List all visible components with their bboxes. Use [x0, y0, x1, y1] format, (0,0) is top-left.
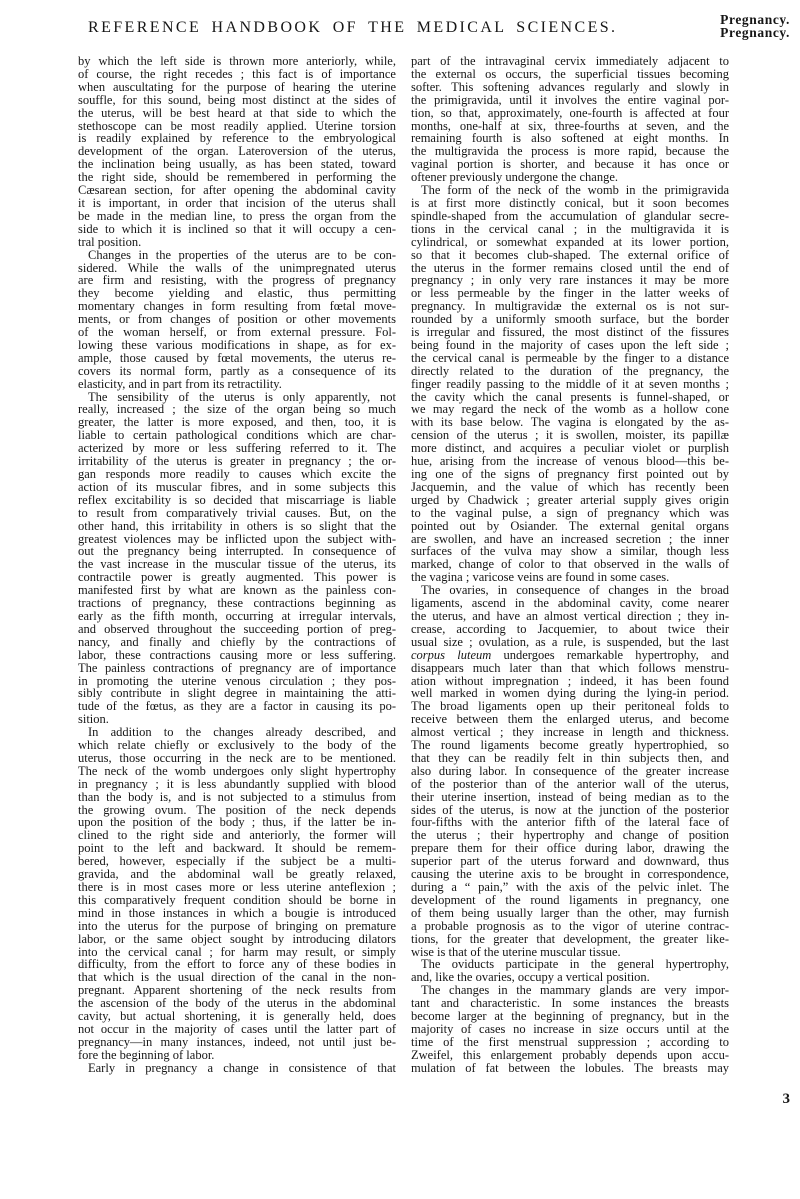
text-line: four-fifths with the anterior fifth of the lateral face of [411, 815, 729, 830]
text-line: the external os occurs, the superficial tissues becoming [411, 66, 729, 81]
text-line: is at first more distinctly conical, but it soon becomes [411, 195, 729, 210]
text-line: rounded by a uniformly smooth surface, but the border [411, 312, 729, 327]
text-line: tractions of pregnancy, these contractions beginning as [78, 596, 396, 611]
paragraph [78, 249, 396, 391]
text-line: The painless contractions of pregnancy are of importance [78, 660, 396, 675]
text-line: gan responds more readily to causes which excite the [78, 467, 396, 481]
text-line: early as the fifth month, occurring at irregular intervals, [78, 608, 396, 623]
text-line: to result from comparatively trivial causes. But, on the [78, 505, 396, 520]
text-line: the uterus, and have an almost vertical direction ; they in- [411, 608, 729, 623]
text-line: urged by Chadwick ; greater arterial supply gives origin [411, 492, 729, 507]
right-text-column [411, 55, 729, 1075]
section-label-group [720, 13, 790, 39]
text-line: The round ligaments become greatly hypertrophied, so [411, 738, 729, 753]
text-line: we may regard the neck of the womb as a hollow cone [411, 402, 729, 417]
text-line: sition. [78, 712, 109, 727]
text-line: the growing ovum. The position of the neck depends [78, 802, 396, 817]
text-line: In addition to the changes already described, and [88, 725, 396, 740]
text-line: and observed throughout the succeeding portion of preg- [78, 621, 396, 636]
text-line: Zweifel, this enlargement probably depends upon accu- [411, 1047, 729, 1062]
text-line: out the pregnancy being interrupted. In consequence of [78, 544, 396, 559]
text-line: irritability of the uterus is greater in pregnancy ; the or- [78, 454, 396, 469]
text-line: being found in the majority of cases upon the left side ; [411, 337, 729, 352]
text-line: by which the left side is thrown more anteriorly, while, [78, 54, 396, 68]
text-line: and, like the ovaries, occupy a vertical position. [411, 970, 650, 985]
paragraph [411, 984, 729, 1074]
left-text-column [78, 55, 396, 1075]
text-line: mind in those instances in which a bougie is introduced [78, 905, 396, 920]
text-line: the cavity which the canal presents is funnel-shaped, or [411, 389, 729, 404]
text-line: during a “ pain,” with the axis of the pelvic inlet. The [411, 880, 729, 894]
text-line: the vagina ; varicose veins are found in some cases. [411, 570, 670, 585]
text-line: The sensibility of the uterus is only apparently, not [88, 389, 396, 404]
text-line: also during labor. In consequence of the greater increase [411, 763, 729, 778]
text-line: uterus, those occurring in the neck are to be mentioned. [78, 750, 396, 765]
text-line [411, 649, 729, 662]
text-line: the uterus in the former remains closed until the end of [411, 260, 729, 275]
italic-term: corpus luteum [411, 647, 492, 662]
text-line: the cervical canal is permeable by the finger to a distance [411, 350, 729, 365]
text-line: in promoting the uterine venous circulation ; they pos- [78, 673, 396, 688]
text-line: liable to certain pathological conditions which are char- [78, 428, 396, 443]
text-line: reflex excitability is so decided that miscarriage is liable [78, 492, 396, 507]
paragraph [78, 391, 396, 727]
paragraph [78, 55, 396, 249]
text-line: which relate chiefly or exclusively to the body of the [78, 738, 396, 753]
text-line: greater, the latter is more exposed, and then, too, it is [78, 415, 396, 430]
text-line: is irregular and fissured, the most distinct of the fissures [411, 325, 729, 340]
text-line: with its base below. The vagina is elongated by the as- [411, 415, 729, 430]
text-line: pregnancy. In multigravidæ the external os is not sur- [411, 299, 729, 314]
text-line: the uterus, will be best heard at that side to which the [78, 105, 396, 120]
text-line: Cæsarean section, for after opening the abdominal cavity [78, 183, 396, 198]
text-line: than the body is, and is not subjected to a stimulus from [78, 789, 396, 804]
text-line: upon the position of the body ; thus, if the latter be in- [78, 815, 396, 830]
text-line: well marked in women dying during the lying-in period. [411, 686, 729, 701]
paragraph [78, 1062, 396, 1075]
text-line: that which is the usual direction of the canal in the non- [78, 970, 396, 985]
text-line: tion, so that, approximately, one-fourth is affected at four [411, 105, 729, 120]
text-line: are swollen, and have an increased secretion ; the inner [411, 531, 729, 546]
text-line: to the vaginal pulse, a sign of pregnancy which was [411, 505, 729, 520]
text-line: of them being usually larger than the other, may furnish [411, 905, 729, 920]
text-line: so that it becomes club-shaped. The external orifice of [411, 247, 729, 262]
text-line: sides of the uterus, is now at the junction of the posterior [411, 802, 729, 817]
text-line: development of the organ. Lateroversion of the uterus, [78, 144, 396, 159]
text-line: disappears much later than that which follows menstru- [411, 660, 729, 675]
text-line: the multigravida the process is more rapid, because the [411, 144, 729, 159]
text-line: other hand, this irritability in others is so slight that the [78, 518, 396, 533]
text-line: The oviducts participate in the general hypertrophy, [421, 957, 729, 972]
text-line: surfaces of the vulva may show a similar, though less [411, 544, 729, 559]
text-line: a probable prognosis as to the vigor of uterine contrac- [411, 918, 729, 933]
text-line: The ovaries, in consequence of changes in the broad [421, 583, 729, 598]
text-line: tant and characteristic. In some instances the breasts [411, 996, 729, 1011]
paragraph [78, 726, 396, 1062]
text-line: ligaments, ascend in the abdominal cavity, come nearer [411, 596, 729, 611]
text-line: superior part of the uterus forward and downward, thus [411, 854, 729, 869]
text-line: difficulty, from the effort to force any of these bodies in [78, 957, 396, 972]
text-line: softer. This softening advances regularly and slowly in [411, 79, 729, 94]
text-line: ample, those caused by fœtal movements, the uterus re- [78, 350, 396, 365]
text-line: time of the first menstrual suppression ; according to [411, 1034, 729, 1049]
text-line: clined to the right side and anteriorly, the former will [78, 828, 396, 843]
text-line: cavity, but actual shortening, it is generally held, does [78, 1009, 396, 1024]
text-line: The changes in the mammary glands are very impor- [421, 983, 729, 998]
text-line: gravida, and the abdominal wall be greatly relaxed, [78, 867, 396, 882]
text-line: point to the left and backward. It should be remem- [78, 841, 396, 856]
text-line: crease, according to Jacquemier, to about twice their [411, 621, 729, 636]
text-line: ation without impregnation ; indeed, it has been found [411, 673, 729, 688]
text-line: that they can be readily felt in thin subjects then, and [411, 750, 729, 765]
text-line: remaining fourth is also softened at eight months. In [411, 131, 729, 146]
text-line: momentary changes in form resulting from fœtal move- [78, 299, 396, 314]
text-line: The broad ligaments open up their peritoneal folds to [411, 699, 729, 714]
text-line: causing the uterine axis to be brought in correspondence, [411, 867, 729, 882]
section-label: Pregnancy. [720, 12, 790, 27]
text-line: almost vertical ; they increase in length and thickness. [411, 725, 729, 740]
text-line: are firm and resisting, with the progress of pregnancy [78, 273, 396, 288]
text-line: The neck of the womb undergoes only slight hypertrophy [78, 763, 396, 778]
text-line: tions, for the greater that development, the greater like- [411, 931, 729, 946]
text-line: sibly contribute in slight degree in maintaining the atti- [78, 686, 396, 701]
text-line: there is in most cases more or less uterine anteflexion ; [78, 880, 396, 894]
page-number: 3 [782, 1091, 790, 1107]
text-line: tions in the cervical canal ; in the multigravida it is [411, 221, 729, 236]
running-title: REFERENCE HANDBOOK OF THE MEDICAL SCIENCES. [88, 19, 618, 36]
text-line: receive between them the enlarged uterus, and become [411, 712, 729, 727]
text-line: of the posterior than of the anterior wall of the uterus, [411, 776, 729, 791]
text-line: finger readily passing to the middle of it at seven months ; [411, 376, 729, 391]
text-line: acterized by more or less suffering referred to it. The [78, 441, 396, 456]
text-line: cension of the uterus ; it is swollen, moister, its papillæ [411, 428, 729, 443]
text-line: labor, these contractions causing more or less suffering. [78, 647, 396, 662]
text-line: really, increased ; the size of the organ being so much [78, 402, 396, 417]
text-line: tude of the fœtus, as they are a factor in causing its po- [78, 699, 396, 714]
text-line: part of the intravaginal cervix immediately adjacent to [411, 54, 729, 68]
text-line: directly related to the duration of the pregnancy, the [411, 363, 729, 378]
text-line: development of the round ligaments in pregnancy, one [411, 892, 729, 907]
text-line: pregnancy—in many instances, indeed, not until just be- [78, 1034, 396, 1049]
text-line: be made in the median line, to press the organ from the [78, 208, 396, 223]
text-line: tral position. [78, 234, 142, 249]
text-line: action of its muscular fibres, and in some subjects this [78, 479, 396, 494]
text-line: vaginal portion is shorter, and because it has once or [411, 157, 729, 172]
text-line: more distinct, and acquires a peculiar violet or purplish [411, 441, 729, 456]
paragraph [411, 55, 729, 184]
text-line: months, one-half at six, three-fourths at seven, and the [411, 118, 729, 133]
paragraph [411, 184, 729, 584]
text-line: when auscultating for the purpose of hearing the uterine [78, 79, 396, 94]
text-line: majority of cases no increase in size occurs until at the [411, 1021, 729, 1036]
text-line: it is important, in order that incision of the uterus shall [78, 195, 396, 210]
paragraph [411, 584, 729, 958]
text-line: sidered. While the walls of the unimpregnated uterus [78, 260, 396, 275]
text-line: marked, change of color to that observed in the walls of [411, 557, 729, 572]
text-line: souffle, for this sound, being most distinct at the sides of [78, 92, 396, 107]
text-line: into the uterus for the purpose of bringing on premature [78, 918, 396, 933]
text-line: usual size ; ovulation, as a rule, is suspended, but the last [411, 634, 729, 649]
text-line: or less permeable by the finger in the latter weeks of [411, 286, 729, 301]
text-line: pregnancy ; in only very rare instances it may be more [411, 273, 729, 288]
text-span: undergoes remarkable hypertrophy, and [491, 647, 729, 662]
text-line: not occur in the majority of cases until the latter part of [78, 1021, 396, 1036]
text-line: of course, the right recedes ; this fact is of importance [78, 66, 396, 81]
text-line: the ascension of the body of the uterus in the abdominal [78, 996, 396, 1011]
text-line: Changes in the properties of the uterus are to be con- [88, 247, 396, 262]
text-line: manifested first by what are known as the painless con- [78, 583, 396, 598]
text-line: the right side, should be remembered in performing the [78, 170, 396, 185]
text-line: side to which it is inclined so that it will occupy a cen- [78, 221, 396, 236]
text-line: nancy, and finally and chiefly by the contractions of [78, 634, 396, 649]
text-line: in pregnancy ; it is less abundantly supplied with blood [78, 776, 396, 791]
text-line: greatest violences may be inflicted upon the subject with- [78, 531, 396, 546]
text-line: Early in pregnancy a change in consistence of that [88, 1060, 396, 1075]
text-line: mulation of fat between the lobules. The breasts may [411, 1060, 729, 1075]
text-line: labor, or the same object sought by introducing dilators [78, 931, 396, 946]
text-line: contractile power is greatly augmented. This power is [78, 570, 396, 585]
text-line: this comparatively frequent condition should be borne in [78, 892, 396, 907]
text-line: pointed out by Osiander. The external genital organs [411, 518, 729, 533]
text-line: the uterus ; their hypertrophy and change of position [411, 828, 729, 843]
text-line: fore the beginning of labor. [78, 1047, 215, 1062]
text-line: stethoscope can be most readily applied. Uterine torsion [78, 118, 396, 133]
text-line: lowing these various modifications in shape, as for ex- [78, 337, 396, 352]
text-line: ing one of the signs of pregnancy first pointed out by [411, 467, 729, 481]
text-line: elasticity, and in part from its retractility. [78, 376, 282, 391]
text-line: bered, however, especially if the subject be a multi- [78, 854, 396, 869]
text-line: ments, or from changes of position or other movements [78, 312, 396, 327]
text-line: is readily explained by reference to the embryological [78, 131, 396, 146]
text-line: the inclination being usually, as has been stated, toward [78, 157, 396, 172]
text-line: oftener previously undergone the change. [411, 170, 618, 185]
text-line: hue, arising from the increase of venous blood—this be- [411, 454, 729, 469]
text-line: covers its normal form, partly as a consequence of its [78, 363, 396, 378]
text-line: The form of the neck of the womb in the primigravida [421, 183, 729, 198]
text-line: cylindrical, or somewhat expanded at its lower portion, [411, 234, 729, 249]
text-line: Jacquemin, and the value of which has recently been [411, 479, 729, 494]
section-label: Pregnancy. [720, 25, 790, 40]
text-line: prepare them for their office during labor, drawing the [411, 841, 729, 856]
text-line: become larger at the beginning of pregnancy, but in the [411, 1009, 729, 1024]
text-line: they become yielding and elastic, thus permitting [78, 286, 396, 301]
text-line: pregnant. Apparent shortening of the neck results from [78, 983, 396, 998]
text-line: the vast increase in the muscular tissue of the uterus, its [78, 557, 396, 572]
text-line: the primigravida, until it involves the entire vaginal por- [411, 92, 729, 107]
text-line: wise is that of the uterine muscular tissue. [411, 944, 621, 959]
text-line: their uterine insertion, instead of being median as to the [411, 789, 729, 804]
text-line: of the woman herself, or from external pressure. Fol- [78, 325, 396, 340]
text-line: into the cervical canal ; for harm may result, or simply [78, 944, 396, 959]
text-line: spindle-shaped from the accumulation of glandular secre- [411, 208, 729, 223]
paragraph [411, 958, 729, 984]
